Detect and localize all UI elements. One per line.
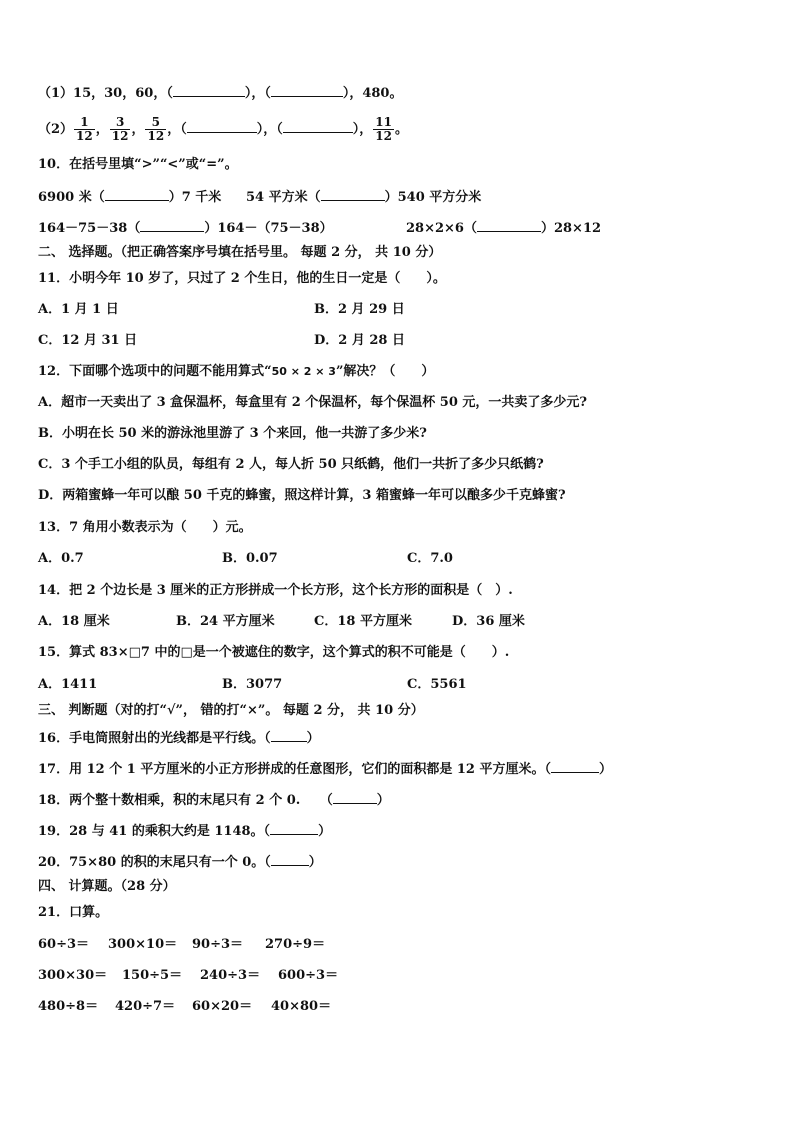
calc-item: 480÷8＝ (38, 999, 99, 1014)
q15-option-c[interactable]: C．5561 (407, 677, 467, 692)
answer-blank[interactable] (283, 120, 353, 133)
calc-item: 90÷3＝ (192, 937, 244, 952)
q12-option-d[interactable]: D．两箱蜜蜂一年可以酿 50 千克的蜂蜜，照这样计算，3 箱蜜蜂一年可以酿多少千克蜂蜜? (38, 488, 566, 503)
fraction: $\frac{3}{12}$ (111, 115, 129, 143)
q13-option-a[interactable]: A．0.7 (38, 551, 84, 566)
q12-option-c[interactable]: C．3 个手工小组的队员，每组有 2 人，每人折 50 只纸鹤，他们一共折了多少只纸鹤? (38, 457, 544, 472)
q10-row1-a: 6900 米（ ）7 千米 (38, 190, 222, 205)
answer-blank[interactable] (173, 84, 245, 97)
answer-blank[interactable] (333, 791, 377, 804)
q10-row2-b: 28×2×6（ ）28×12 (406, 221, 602, 236)
answer-blank[interactable] (105, 188, 169, 201)
calc-item: 420÷7＝ (115, 999, 176, 1014)
q20-line: 20．75×80 的积的末尾只有一个 0。（ ） (38, 855, 322, 870)
q13-option-c[interactable]: C．7.0 (407, 551, 453, 566)
calc-item: 60×20＝ (192, 999, 253, 1014)
q15-option-b[interactable]: B．3077 (222, 677, 283, 692)
q10-row1-b: 54 平方米（ ）540 平方分米 (246, 190, 482, 205)
calc-item: 300×30＝ (38, 968, 108, 983)
fraction: $\frac{1}{12}$ (76, 115, 93, 143)
q12-option-b[interactable]: B．小明在长 50 米的游泳池里游了 3 个来回，他一共游了多少米? (38, 426, 427, 441)
q19-line: 19．28 与 41 的乘积大约是 1148。（ ） (38, 824, 332, 839)
calc-item: 150÷5＝ (122, 968, 183, 983)
q11-stem: 11．小明今年 10 岁了，只过了 2 个生日，他的生日一定是（ ）。 (38, 271, 446, 286)
q18-line: 18．两个整十数相乘，积的末尾只有 2 个 0. （ ） (38, 793, 390, 808)
q13-option-b[interactable]: B．0.07 (222, 551, 278, 566)
section-4-title: 四、 计算题。（28 分） (38, 879, 176, 894)
calc-item: 40×80＝ (271, 999, 332, 1014)
fraction: $\frac{11}{12}$ (375, 115, 392, 143)
answer-blank[interactable] (140, 219, 204, 232)
calc-item: 60÷3＝ (38, 937, 90, 952)
q14-stem: 14．把 2 个边长是 3 厘米的正方形拼成一个长方形，这个长方形的面积是（ ）. (38, 583, 513, 598)
q10-title: 10．在括号里填“>”“<”或“=”。 (38, 157, 238, 172)
q21-title: 21．口算。 (38, 905, 109, 920)
q10-row2-a: 164－75－38（ ）164－（75－38） (38, 221, 333, 236)
fraction: $\frac{5}{12}$ (147, 115, 165, 143)
calc-item: 600÷3＝ (278, 968, 339, 983)
answer-blank[interactable] (187, 120, 257, 133)
q12-stem: 12．下面哪个选项中的问题不能用算式“50 × 2 × 3”解决？（ ） (38, 364, 435, 379)
calc-item: 300×10＝ (108, 937, 178, 952)
section-2-title: 二、 选择题。（把正确答案序号填在括号里。 每题 2 分， 共 10 分） (38, 245, 442, 260)
q14-option-b[interactable]: B．24 平方厘米 (176, 614, 275, 629)
q11-option-d[interactable]: D．2 月 28 日 (314, 333, 405, 348)
q11-option-c[interactable]: C．12 月 31 日 (38, 333, 138, 348)
q11-option-a[interactable]: A．1 月 1 日 (38, 302, 119, 317)
q14-option-c[interactable]: C．18 平方厘米 (314, 614, 412, 629)
q15-stem: 15．算式 83×□7 中的□是一个被遮住的数字，这个算式的积不可能是（ ）. (38, 645, 510, 660)
q13-stem: 13．7 角用小数表示为（ ）元。 (38, 520, 252, 535)
answer-blank[interactable] (270, 822, 318, 835)
q11-option-b[interactable]: B．2 月 29 日 (314, 302, 405, 317)
q14-option-a[interactable]: A．18 厘米 (38, 614, 110, 629)
q9-1-line: （1）15，30，60，（ ），（ ），480。 (38, 86, 403, 101)
q15-option-a[interactable]: A．1411 (38, 677, 98, 692)
answer-blank[interactable] (271, 729, 307, 742)
calc-item: 270÷9＝ (265, 937, 326, 952)
answer-blank[interactable] (321, 188, 385, 201)
answer-blank[interactable] (551, 760, 599, 773)
answer-blank[interactable] (271, 84, 343, 97)
q12-option-a[interactable]: A．超市一天卖出了 3 盒保温杯，每盒里有 2 个保温杯，每个保温杯 50 元，一共卖了多少元? (38, 395, 588, 410)
answer-blank[interactable] (477, 219, 541, 232)
q16-line: 16．手电筒照射出的光线都是平行线。（ ） (38, 731, 320, 746)
q12-formula: 50 × 2 × 3 (271, 365, 336, 378)
section-3-title: 三、 判断题（对的打“√”， 错的打“×”。 每题 2 分， 共 10 分） (38, 703, 424, 718)
calc-item: 240÷3＝ (200, 968, 261, 983)
q14-option-d[interactable]: D．36 厘米 (452, 614, 525, 629)
answer-blank[interactable] (271, 853, 309, 866)
q9-2-line: （2） $\frac{1}{12}$ ， $\frac{3}{12}$ ， $\frac{5}{12}$ ，（ ），（ ）， $\frac{11}{12}$ 。 (38, 115, 408, 143)
q17-line: 17．用 12 个 1 平方厘米的小正方形拼成的任意图形，它们的面积都是 12 平方厘米。（ ） (38, 762, 612, 777)
